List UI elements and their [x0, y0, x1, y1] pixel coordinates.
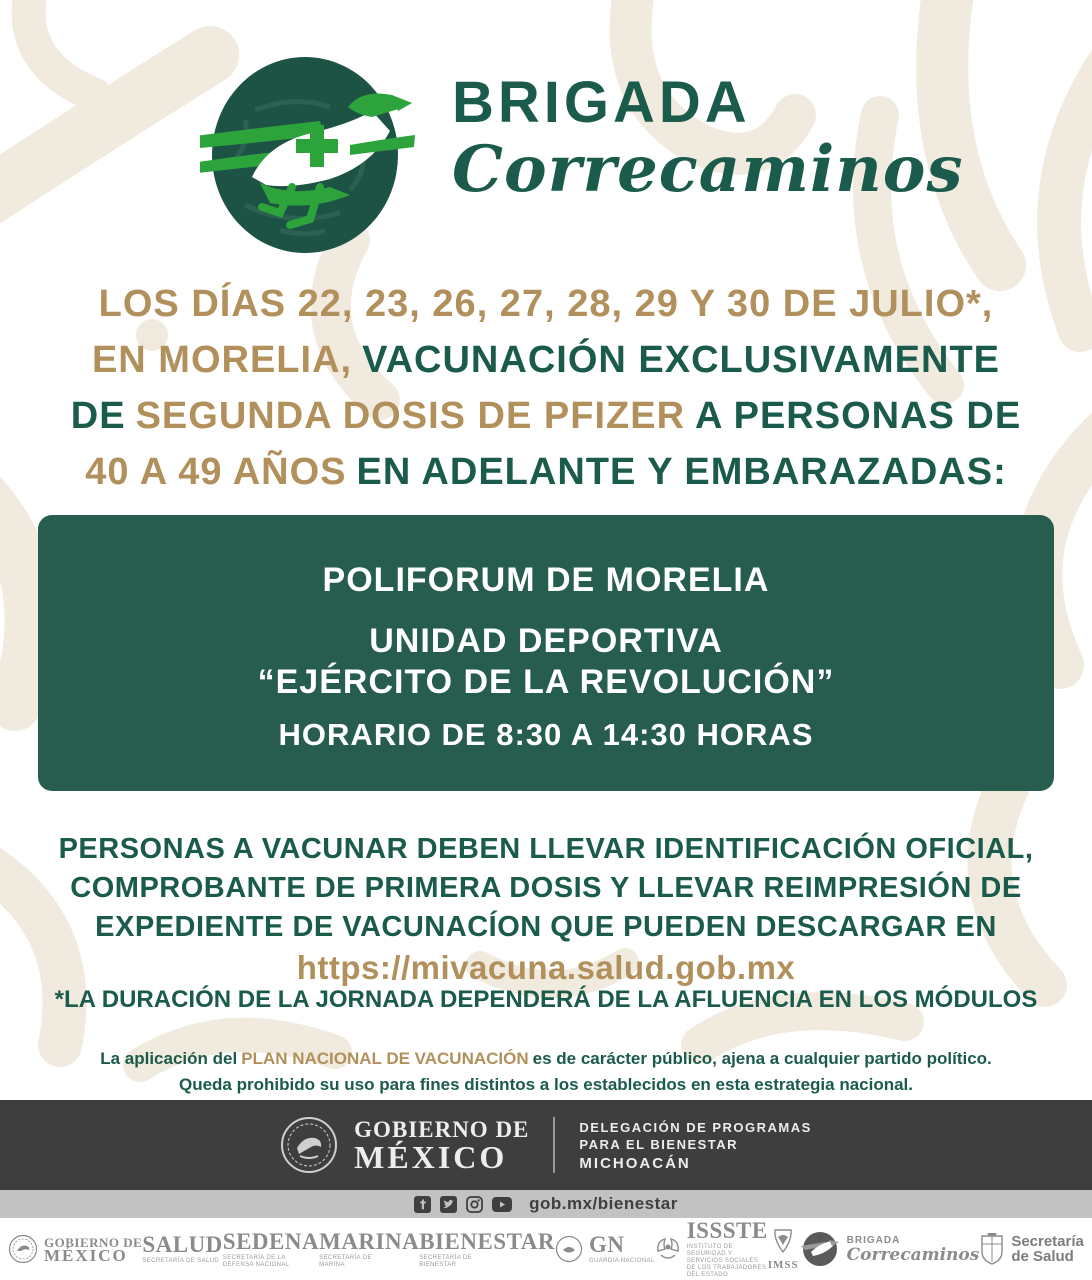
michoacan-shield-icon [979, 1232, 1005, 1266]
venue-secondary-line-1: UNIDAD DEPORTIVA [369, 622, 723, 660]
legal-line-1: La aplicación del PLAN NACIONAL DE VACUNACIÓN es de carácter público, ajena a cualquier partido político. [100, 1049, 992, 1068]
footnote: *LA DURACIÓN DE LA JORNADA DEPENDERÁ DE LA AFLUENCIA EN LOS MÓDULOS [54, 986, 1038, 1013]
government-footer [0, 1100, 1092, 1190]
issste-hands-icon [655, 1235, 681, 1263]
instagram-icon[interactable] [466, 1196, 483, 1213]
facebook-icon[interactable] [414, 1196, 431, 1213]
delegation-text: DELEGACIÓN DE PROGRAMAS PARA EL BIENESTAR MICHOACÁN [579, 1119, 812, 1172]
requirements-line-1: PERSONAS A VACUNAR DEBEN LLEVAR IDENTIFICACIÓN OFICIAL, [58, 833, 1034, 865]
venue-secondary-line-2: “EJÉRCITO DE LA REVOLUCIÓN” [257, 663, 835, 701]
headline-line-2: EN MORELIA, VACUNACIÓN EXCLUSIVAMENTE [91, 339, 1001, 381]
footer-url[interactable]: gob.mx/bienestar [529, 1194, 678, 1213]
logo-salud: SALUD SECRETARÍA DE SALUD [142, 1232, 223, 1264]
legal-disclaimer [0, 1046, 1092, 1098]
footer-divider [553, 1117, 555, 1173]
venue-secondary [38, 621, 1054, 703]
logo-sedena: SEDENA SECRETARÍA DE LA DEFENSA NACIONAL [222, 1228, 320, 1268]
logo-imss: IMSS [768, 1228, 799, 1271]
mivacuna-url-link[interactable]: https://mivacuna.salud.gob.mx [296, 949, 796, 986]
requirements [0, 830, 1092, 990]
headline-line-1: LOS DÍAS 22, 23, 26, 27, 28, 29 Y 30 DE JULIO*, [98, 283, 994, 325]
logo-brigada-correcaminos: BRIGADA Correcaminos [799, 1228, 980, 1270]
brand-title [452, 70, 964, 207]
logo-strip [0, 1218, 1092, 1280]
headline-line-4: 40 A 49 AÑOS EN ADELANTE Y EMBARAZADAS: [85, 451, 1007, 493]
venue-box [38, 515, 1054, 791]
brand-correcaminos: Correcaminos [452, 132, 964, 207]
venue-schedule: HORARIO DE 8:30 A 14:30 HORAS [278, 717, 814, 752]
brigada-correcaminos-logo [200, 55, 415, 260]
guardia-nacional-emblem-icon [555, 1235, 583, 1263]
legal-line-2: Queda prohibido su uso para fines distintos a los establecidos en esta estrategia nacional. [178, 1075, 914, 1094]
gobierno-de-mexico-wordmark: GOBIERNO DE MÉXICO [354, 1117, 530, 1175]
brand-brigada: BRIGADA [452, 70, 751, 135]
requirements-line-2: COMPROBANTE DE PRIMERA DOSIS Y LLEVAR REIMPRESIÓN DE [70, 872, 1022, 904]
imss-eagle-icon [770, 1228, 796, 1254]
eagle-seal-icon [8, 1234, 38, 1264]
venue-primary: POLIFORUM DE MORELIA [322, 561, 770, 599]
logo-secretaria-de-salud-michoacan: Secretaría de Salud [979, 1232, 1084, 1266]
social-bar [0, 1190, 1092, 1218]
twitter-icon[interactable] [440, 1196, 457, 1213]
requirements-line-3: EXPEDIENTE DE VACUNACÍON QUE PUEDEN DESCARGAR EN [95, 911, 997, 943]
headline [0, 276, 1092, 500]
youtube-icon[interactable] [492, 1197, 512, 1212]
logo-marina: MARINA SECRETARÍA DE MARINA [319, 1228, 420, 1268]
header [0, 55, 1092, 265]
mexico-coat-of-arms-icon [280, 1116, 338, 1174]
logo-gobierno-de-mexico: GOBIERNO DE MÉXICO [8, 1234, 142, 1264]
headline-line-3: DE SEGUNDA DOSIS DE PFIZER A PERSONAS DE [70, 395, 1022, 437]
logo-gn: GN GUARDIA NACIONAL [555, 1233, 655, 1265]
brigada-mini-logo-icon [799, 1228, 841, 1270]
logo-bienestar: BIENESTAR SECRETARÍA DE BIENESTAR [419, 1228, 555, 1268]
logo-issste: ISSSTE INSTITUTO DE SEGURIDAD Y SERVICIOS SOCIALES DE LOS TRABAJADORES DEL ESTADO [655, 1219, 768, 1279]
